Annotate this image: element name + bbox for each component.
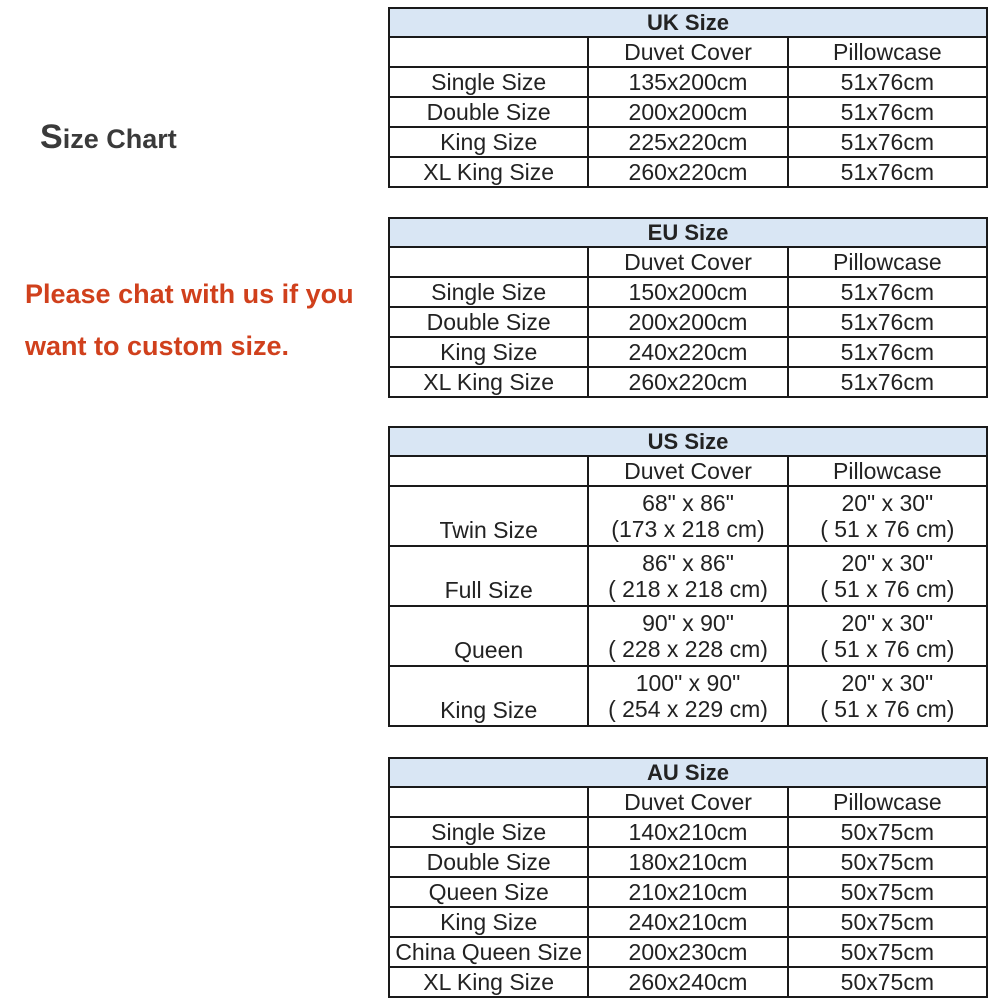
pillow-size: 51x76cm bbox=[788, 67, 987, 97]
pillow-size: 51x76cm bbox=[788, 307, 987, 337]
pillow-size: 51x76cm bbox=[788, 367, 987, 397]
pillow-size: 50x75cm bbox=[788, 907, 987, 937]
table-row bbox=[389, 127, 987, 157]
duvet-size bbox=[588, 486, 787, 546]
size-name: Queen bbox=[389, 606, 588, 666]
column-header bbox=[389, 456, 588, 486]
duvet-size bbox=[588, 606, 787, 666]
duvet-size: 200x200cm bbox=[588, 97, 787, 127]
column-header-pillow: Pillowcase bbox=[788, 247, 987, 277]
column-header-pillow: Pillowcase bbox=[788, 37, 987, 67]
table-row bbox=[389, 367, 987, 397]
duvet-size: 260x220cm bbox=[588, 157, 787, 187]
table-row bbox=[389, 666, 987, 726]
size-name: Double Size bbox=[389, 97, 588, 127]
duvet-size-inches: 68" x 86" bbox=[642, 490, 734, 516]
column-header-pillow: Pillowcase bbox=[788, 787, 987, 817]
pillow-size bbox=[788, 606, 987, 666]
table-row bbox=[389, 337, 987, 367]
size-name: King Size bbox=[389, 127, 588, 157]
duvet-size: 200x200cm bbox=[588, 307, 787, 337]
size-name: Double Size bbox=[389, 847, 588, 877]
column-header-pillow: Pillowcase bbox=[788, 456, 987, 486]
duvet-size-cm: ( 228 x 228 cm) bbox=[608, 636, 768, 662]
pillow-size-inches: 20" x 30" bbox=[841, 550, 934, 576]
column-header bbox=[389, 37, 588, 67]
table-row bbox=[389, 67, 987, 97]
column-header-duvet: Duvet Cover bbox=[588, 787, 787, 817]
duvet-size bbox=[588, 666, 787, 726]
duvet-size-cm: ( 218 x 218 cm) bbox=[608, 576, 768, 602]
duvet-size: 180x210cm bbox=[588, 847, 787, 877]
pillow-size-cm: ( 51 x 76 cm) bbox=[820, 516, 955, 542]
table-row bbox=[389, 907, 987, 937]
table-header-row bbox=[389, 37, 987, 67]
size-name: King Size bbox=[389, 337, 588, 367]
table-row bbox=[389, 817, 987, 847]
pillow-size: 51x76cm bbox=[788, 157, 987, 187]
duvet-size: 210x210cm bbox=[588, 877, 787, 907]
table-row bbox=[389, 97, 987, 127]
table-row bbox=[389, 546, 987, 606]
table-row bbox=[389, 967, 987, 997]
table-row bbox=[389, 847, 987, 877]
duvet-size: 240x220cm bbox=[588, 337, 787, 367]
title-initial: S bbox=[40, 118, 63, 156]
column-header bbox=[389, 787, 588, 817]
column-header-duvet: Duvet Cover bbox=[588, 37, 787, 67]
table-row bbox=[389, 937, 987, 967]
pillow-size-cm: ( 51 x 76 cm) bbox=[820, 696, 955, 722]
pillow-size: 51x76cm bbox=[788, 127, 987, 157]
pillow-size: 51x76cm bbox=[788, 97, 987, 127]
size-name: Twin Size bbox=[389, 486, 588, 546]
size-name: Queen Size bbox=[389, 877, 588, 907]
uk-size-table bbox=[388, 7, 988, 188]
table-header-row bbox=[389, 247, 987, 277]
column-header bbox=[389, 247, 588, 277]
duvet-size bbox=[588, 546, 787, 606]
size-name: XL King Size bbox=[389, 157, 588, 187]
table-header-row bbox=[389, 456, 987, 486]
table-row bbox=[389, 307, 987, 337]
pillow-size: 51x76cm bbox=[788, 337, 987, 367]
size-name: Single Size bbox=[389, 67, 588, 97]
table-title: EU Size bbox=[389, 218, 987, 247]
size-name: Single Size bbox=[389, 817, 588, 847]
duvet-size: 140x210cm bbox=[588, 817, 787, 847]
size-name: King Size bbox=[389, 907, 588, 937]
duvet-size: 260x240cm bbox=[588, 967, 787, 997]
pillow-size: 51x76cm bbox=[788, 277, 987, 307]
pillow-size: 50x75cm bbox=[788, 967, 987, 997]
table-row bbox=[389, 277, 987, 307]
size-name: Full Size bbox=[389, 546, 588, 606]
column-header-duvet: Duvet Cover bbox=[588, 456, 787, 486]
table-row bbox=[389, 157, 987, 187]
duvet-size: 240x210cm bbox=[588, 907, 787, 937]
pillow-size: 50x75cm bbox=[788, 877, 987, 907]
duvet-size: 150x200cm bbox=[588, 277, 787, 307]
pillow-size-cm: ( 51 x 76 cm) bbox=[820, 576, 955, 602]
pillow-size bbox=[788, 486, 987, 546]
duvet-size-inches: 90" x 90" bbox=[642, 610, 734, 636]
duvet-size-inches: 86" x 86" bbox=[642, 550, 734, 576]
table-title: US Size bbox=[389, 427, 987, 456]
pillow-size bbox=[788, 666, 987, 726]
pillow-size-cm: ( 51 x 76 cm) bbox=[820, 636, 955, 662]
pillow-size-inches: 20" x 30" bbox=[841, 670, 934, 696]
au-size-table bbox=[388, 757, 988, 998]
size-name: XL King Size bbox=[389, 367, 588, 397]
table-header-row bbox=[389, 787, 987, 817]
size-name: China Queen Size bbox=[389, 937, 588, 967]
pillow-size: 50x75cm bbox=[788, 937, 987, 967]
pillow-size: 50x75cm bbox=[788, 847, 987, 877]
duvet-size: 200x230cm bbox=[588, 937, 787, 967]
table-row bbox=[389, 877, 987, 907]
size-chart-title bbox=[40, 118, 177, 157]
table-title: AU Size bbox=[389, 758, 987, 787]
duvet-size-cm: (173 x 218 cm) bbox=[611, 516, 765, 542]
table-row bbox=[389, 486, 987, 546]
table-title: UK Size bbox=[389, 8, 987, 37]
column-header-duvet: Duvet Cover bbox=[588, 247, 787, 277]
eu-size-table bbox=[388, 217, 988, 398]
size-name: King Size bbox=[389, 666, 588, 726]
duvet-size: 225x220cm bbox=[588, 127, 787, 157]
duvet-size-cm: ( 254 x 229 cm) bbox=[608, 696, 768, 722]
pillow-size-inches: 20" x 30" bbox=[841, 490, 934, 516]
size-name: XL King Size bbox=[389, 967, 588, 997]
us-size-table bbox=[388, 426, 988, 727]
pillow-size: 50x75cm bbox=[788, 817, 987, 847]
size-name: Double Size bbox=[389, 307, 588, 337]
pillow-size-inches: 20" x 30" bbox=[841, 610, 934, 636]
duvet-size-inches: 100" x 90" bbox=[635, 670, 741, 696]
custom-size-note: Please chat with us if you want to custom size. bbox=[25, 279, 354, 361]
title-rest: ize Chart bbox=[62, 124, 177, 154]
duvet-size: 260x220cm bbox=[588, 367, 787, 397]
duvet-size: 135x200cm bbox=[588, 67, 787, 97]
pillow-size bbox=[788, 546, 987, 606]
size-name: Single Size bbox=[389, 277, 588, 307]
table-row bbox=[389, 606, 987, 666]
